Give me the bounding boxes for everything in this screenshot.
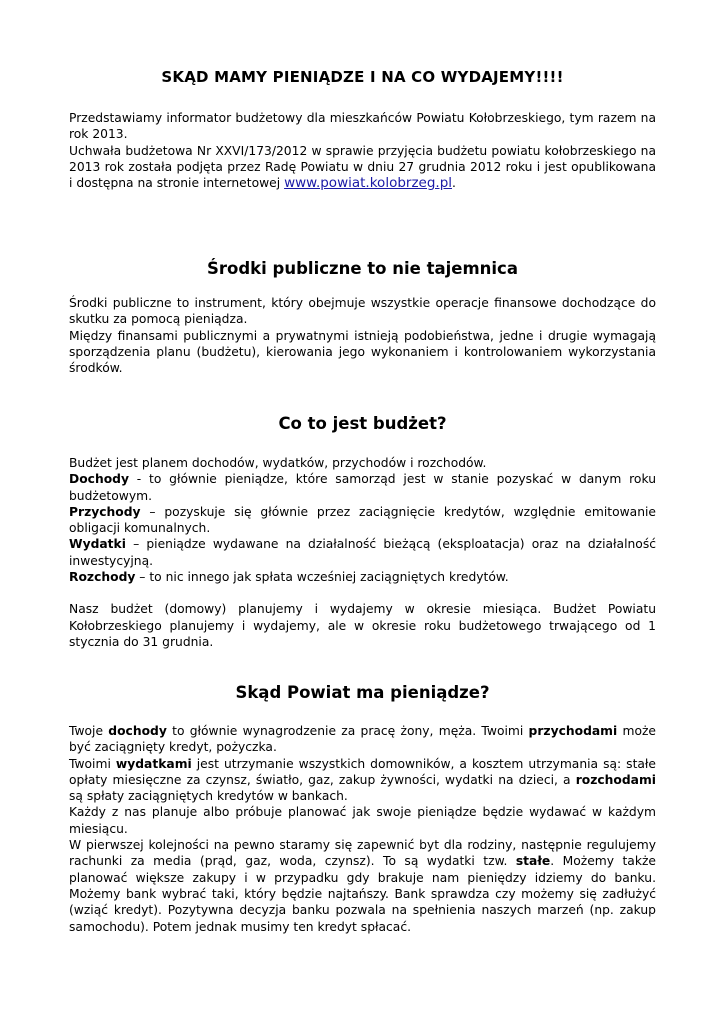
budget-definition: Budżet jest planem dochodów, wydatków, przychodów i rozchodów. — [69, 456, 487, 470]
definition-dochody — [69, 471, 656, 504]
term-wydatki-home: wydatkami — [115, 756, 192, 771]
intro-paragraph-1: Przedstawiamy informator budżetowy dla mieszkańców Powiatu Kołobrzeskiego, tym razem na rok 2013. — [69, 111, 656, 142]
definition-rozchody — [69, 569, 656, 585]
page-title: SKĄD MAMY PIENIĄDZE I NA CO WYDAJEMY!!!! — [161, 68, 564, 86]
text-run: Twoje — [69, 724, 109, 738]
budget-period-paragraph: Nasz budżet (domowy) planujemy i wydajemy w okresie miesiąca. Budżet Powiatu Kołobrzeskiego planujemy i wydajemy, ale w okresie roku budżetowego trwającego od 1 stycznia do 31 grudnia. — [69, 602, 656, 649]
term-dochody: Dochody — [69, 472, 129, 487]
intro-end: . — [452, 176, 456, 191]
public-funds-paragraph-2: Między finansami publicznymi a prywatnymi istnieją podobieństwa, jedne i drugie wymagają sporządzenia planu (budżetu), kierowania jego wykonaniem i kontrolowaniem wykorzystania środków. — [69, 328, 656, 376]
definition-wydatki — [69, 536, 656, 569]
term-wydatki: Wydatki — [69, 537, 126, 552]
text-run: to głównie wynagrodzenie za pracę żony, męża. Twoimi — [166, 724, 529, 738]
definition-przychody-text: – pozyskuje się głównie przez zaciągnięcie kredytów, względnie emitowanie obligacji komunalnych. — [69, 504, 656, 536]
definition-przychody — [69, 504, 656, 537]
intro-paragraph-2-text: Uchwała budżetowa Nr XXVI/173/2012 w sprawie przyjęcia budżetu powiatu kołobrzeskiego na 2013 rok została podjęta przez Radę Powiatu w dniu 27 grudnia 2012 roku i jest opublikowana i dostępna na stronie internetowej — [69, 143, 656, 191]
term-przychody: Przychody — [69, 504, 141, 519]
term-rozchody-home: rozchodami — [575, 772, 656, 787]
money-source-section — [69, 723, 656, 935]
text-run: może być zaciągnięty kredyt, pożyczka. — [69, 724, 656, 755]
definition-dochody-text: - to głównie pieniądze, które samorząd jest w stanie pozyskać w danym roku budżetowym. — [69, 472, 656, 503]
text-run: Twoimi — [69, 756, 116, 771]
money-source-paragraph-4 — [69, 837, 656, 935]
term-rozchody: Rozchody — [69, 570, 136, 585]
intro-paragraph-2 — [69, 143, 656, 192]
money-source-paragraph-2 — [69, 756, 656, 805]
section-heading-budget: Co to jest budżet? — [278, 414, 447, 433]
text-run: W pierwszej kolejności na pewno staramy się zapewnić byt dla rodziny, następnie regulujemy rachunki za media (prąd, gaz, woda, czynsz). To są wydatki tzw. — [69, 838, 656, 869]
budget-section — [69, 455, 656, 650]
definition-wydatki-text: – pieniądze wydawane na działalność bieżącą (eksploatacja) oraz na działalność inwestycyjną. — [69, 537, 656, 568]
text-run: . Możemy także planować większe zakupy i w przypadku gdy brakuje nam pieniędzy idziemy do banku. Możemy bank wybrać taki, który będzie najtańszy. Bank sprawdza czy możemy się zadłużyć (wziąć kredyt). Pozytywna decyzja banku pozwala na spełnienia naszych marzeń (np. zakup samochodu). Potem jednak musimy ten kredyt spłacać. — [69, 854, 656, 934]
term-przychody-home: przychodami — [528, 724, 618, 738]
section-heading-money-source: Skąd Powiat ma pieniądze? — [235, 683, 490, 702]
section-heading-public-funds: Środki publiczne to nie tajemnica — [207, 259, 518, 278]
text-run: jest utrzymanie wszystkich domowników, a kosztem utrzymania są: stałe opłaty miesięczne za czynsz, światło, gaz, zakup żywności, wydatki na dzieci, a — [69, 756, 656, 787]
website-link[interactable]: www.powiat.kolobrzeg.pl — [284, 175, 453, 192]
term-stale: stałe — [515, 854, 551, 869]
term-dochody-home: dochody — [108, 724, 167, 738]
definition-rozchody-text: – to nic innego jak spłata wcześniej zaciągniętych kredytów. — [135, 570, 509, 585]
text-run: są spłaty zaciągniętych kredytów w bankach. — [69, 789, 348, 804]
money-source-paragraph-3: Każdy z nas planuje albo próbuje planować jak swoje pieniądze będzie wydawać w każdym miesiącu. — [69, 805, 656, 836]
money-source-paragraph-1 — [69, 723, 656, 756]
intro-section — [69, 110, 656, 191]
public-funds-paragraph-1: Środki publiczne to instrument, który obejmuje wszystkie operacje finansowe dochodzące do skutku za pomocą pieniądza. — [69, 296, 656, 327]
public-funds-section — [69, 295, 656, 376]
